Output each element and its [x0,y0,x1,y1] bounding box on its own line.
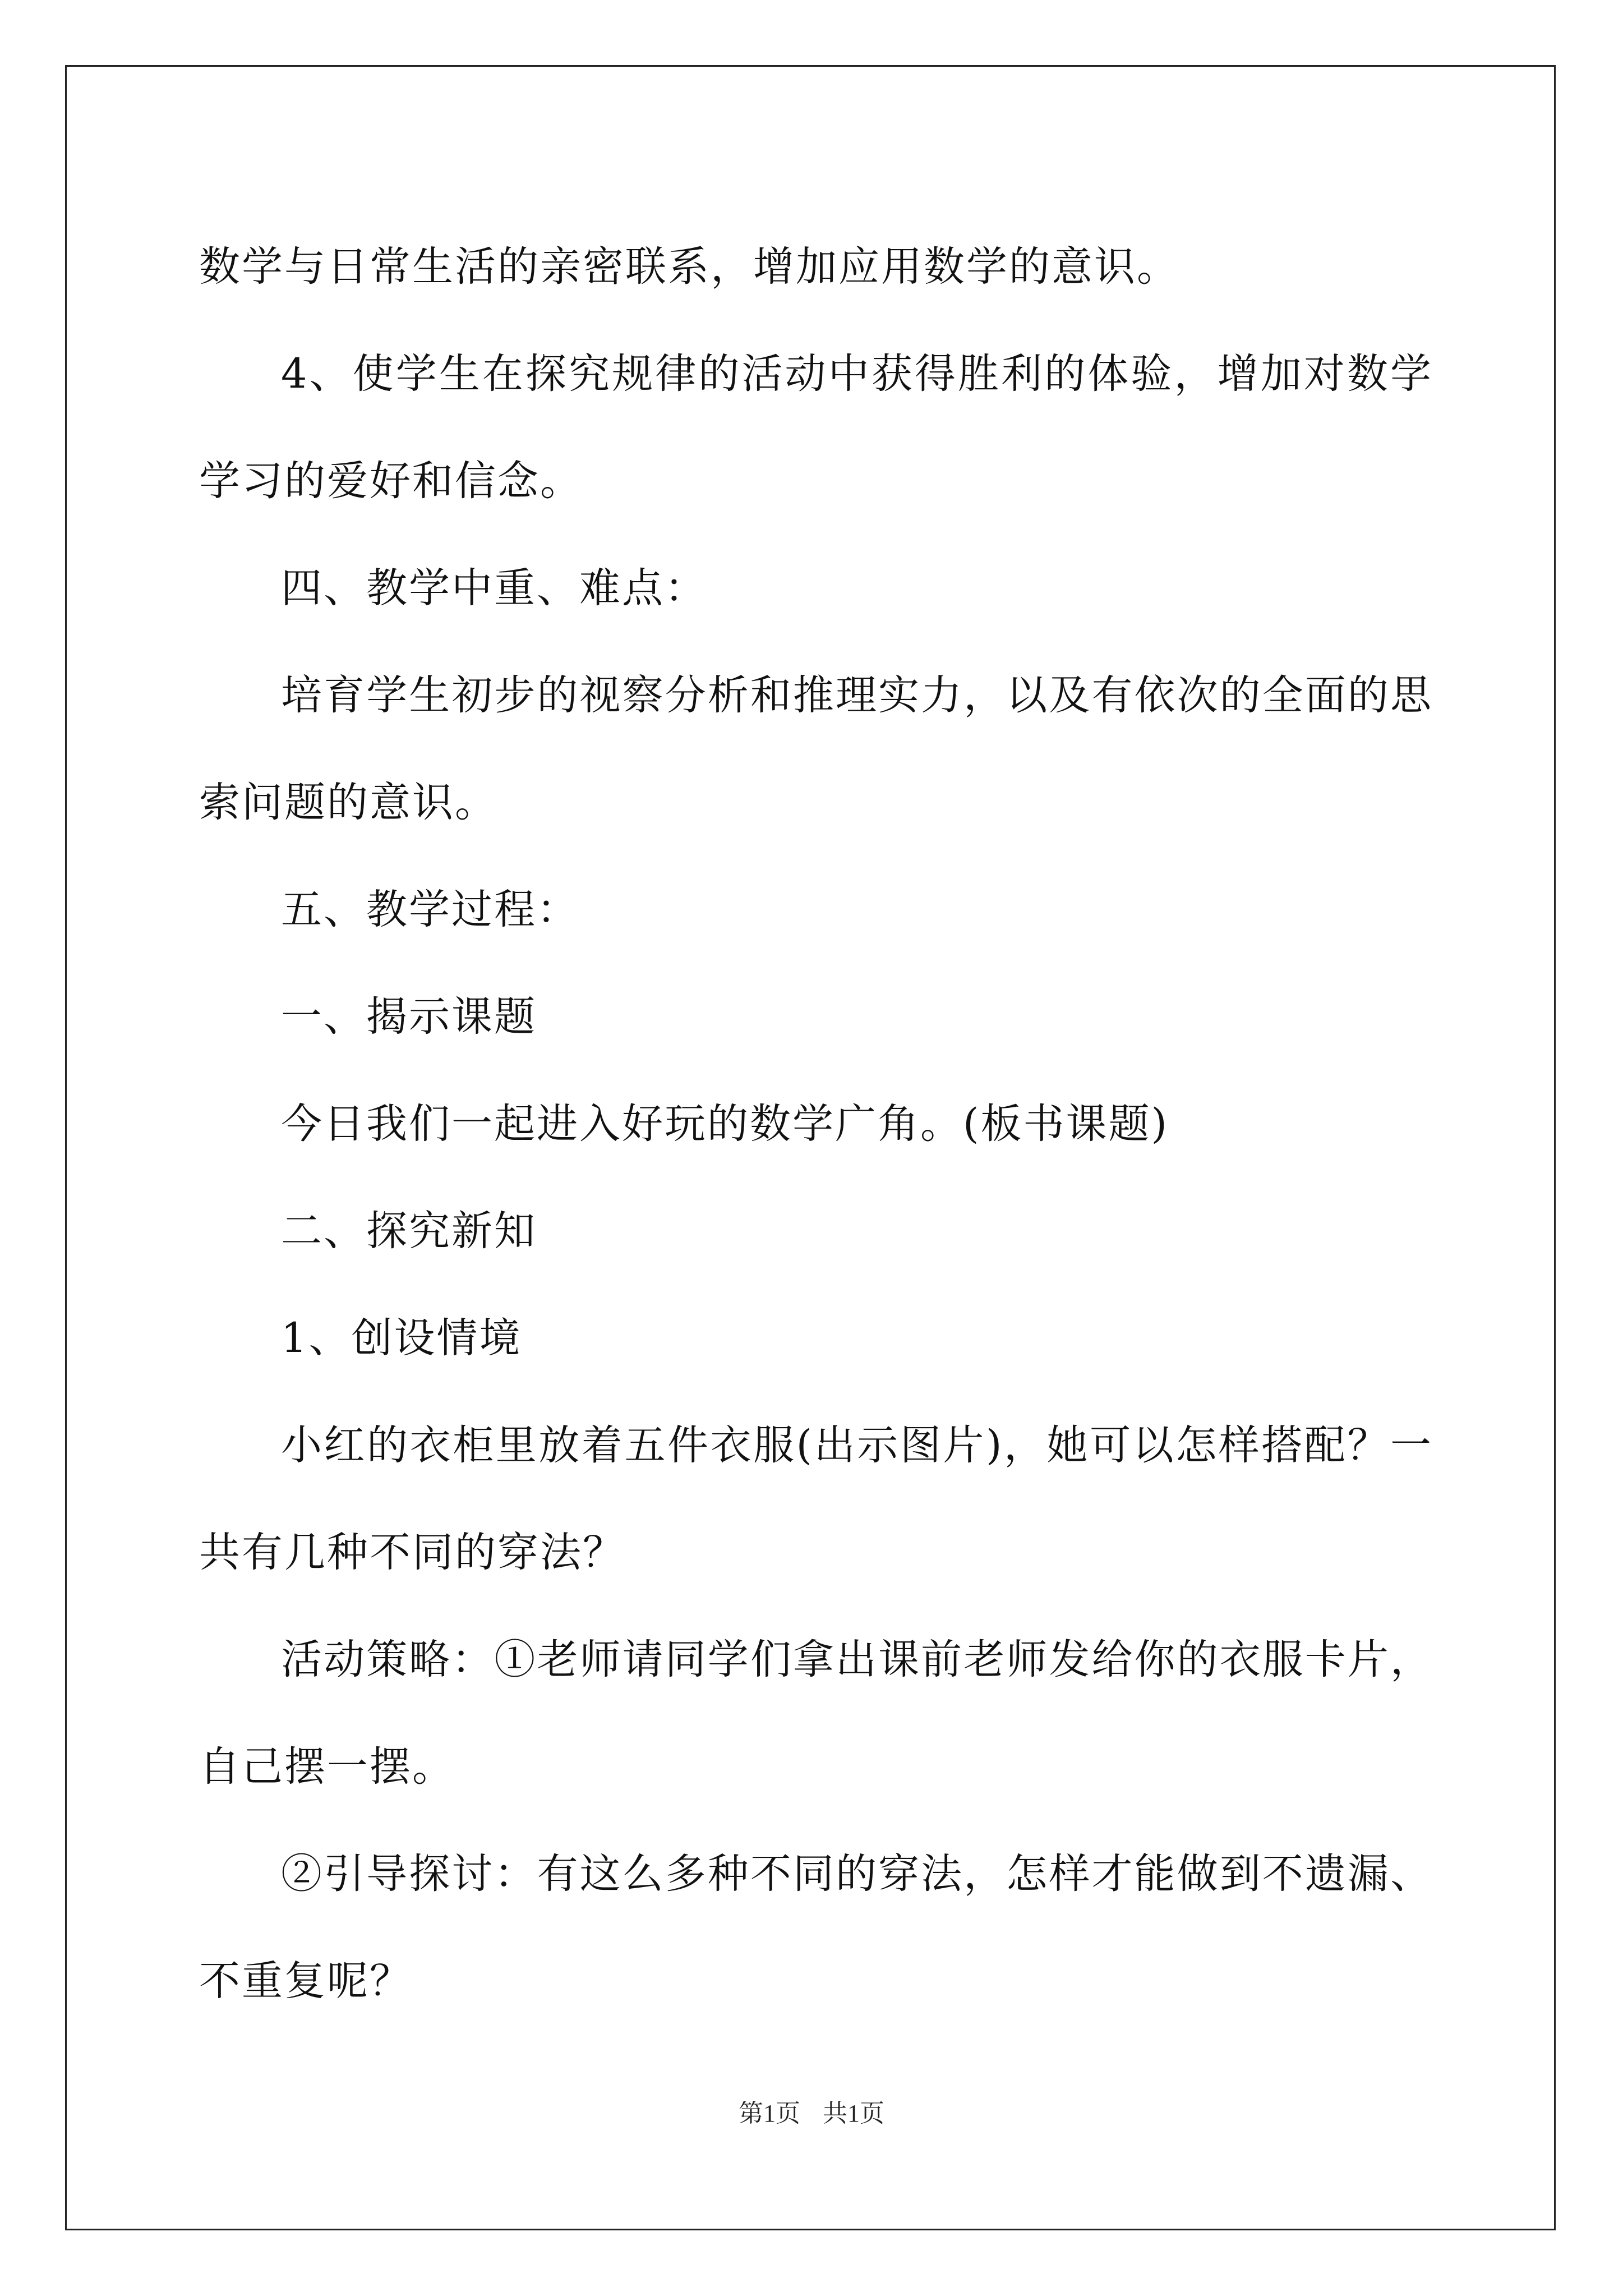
page-total: 共1页 [823,2100,884,2127]
section-heading-process: 五、教学过程： [281,886,579,933]
paragraph-11: 活动策略：①老师请同学们拿出课前老师发给你的衣服卡片，自己摆一摆。 [199,1636,1433,1791]
page-footer [0,2097,1623,2131]
subheading-explore: 二、探究新知 [281,1207,537,1255]
subheading-reveal-topic: 一、揭示课题 [281,993,537,1041]
document-body [199,213,1433,2035]
paragraph-7: 今日我们一起进入好玩的数学广角。(板书课题) [281,1100,1169,1148]
subheading-scenario: 1、创设情境 [281,1314,522,1362]
paragraph-2: 4、使学生在探究规律的活动中获得胜利的体验，增加对数学学习的爱好和信念。 [199,350,1433,505]
paragraph-4: 培育学生初步的视察分析和推理实力，以及有依次的全面的思索问题的意识。 [199,671,1433,826]
page-number: 第1页 [739,2100,800,2127]
paragraph-1: 数学与日常生活的亲密联系，增加应用数学的意识。 [199,243,1179,291]
paragraph-12: ②引导探讨：有这么多种不同的穿法，怎样才能做到不遗漏、不重复呢？ [199,1850,1433,2005]
section-heading-key-points: 四、教学中重、难点： [281,564,707,612]
paragraph-10: 小红的衣柜里放着五件衣服(出示图片)，她可以怎样搭配？一共有几种不同的穿法？ [199,1421,1433,1576]
